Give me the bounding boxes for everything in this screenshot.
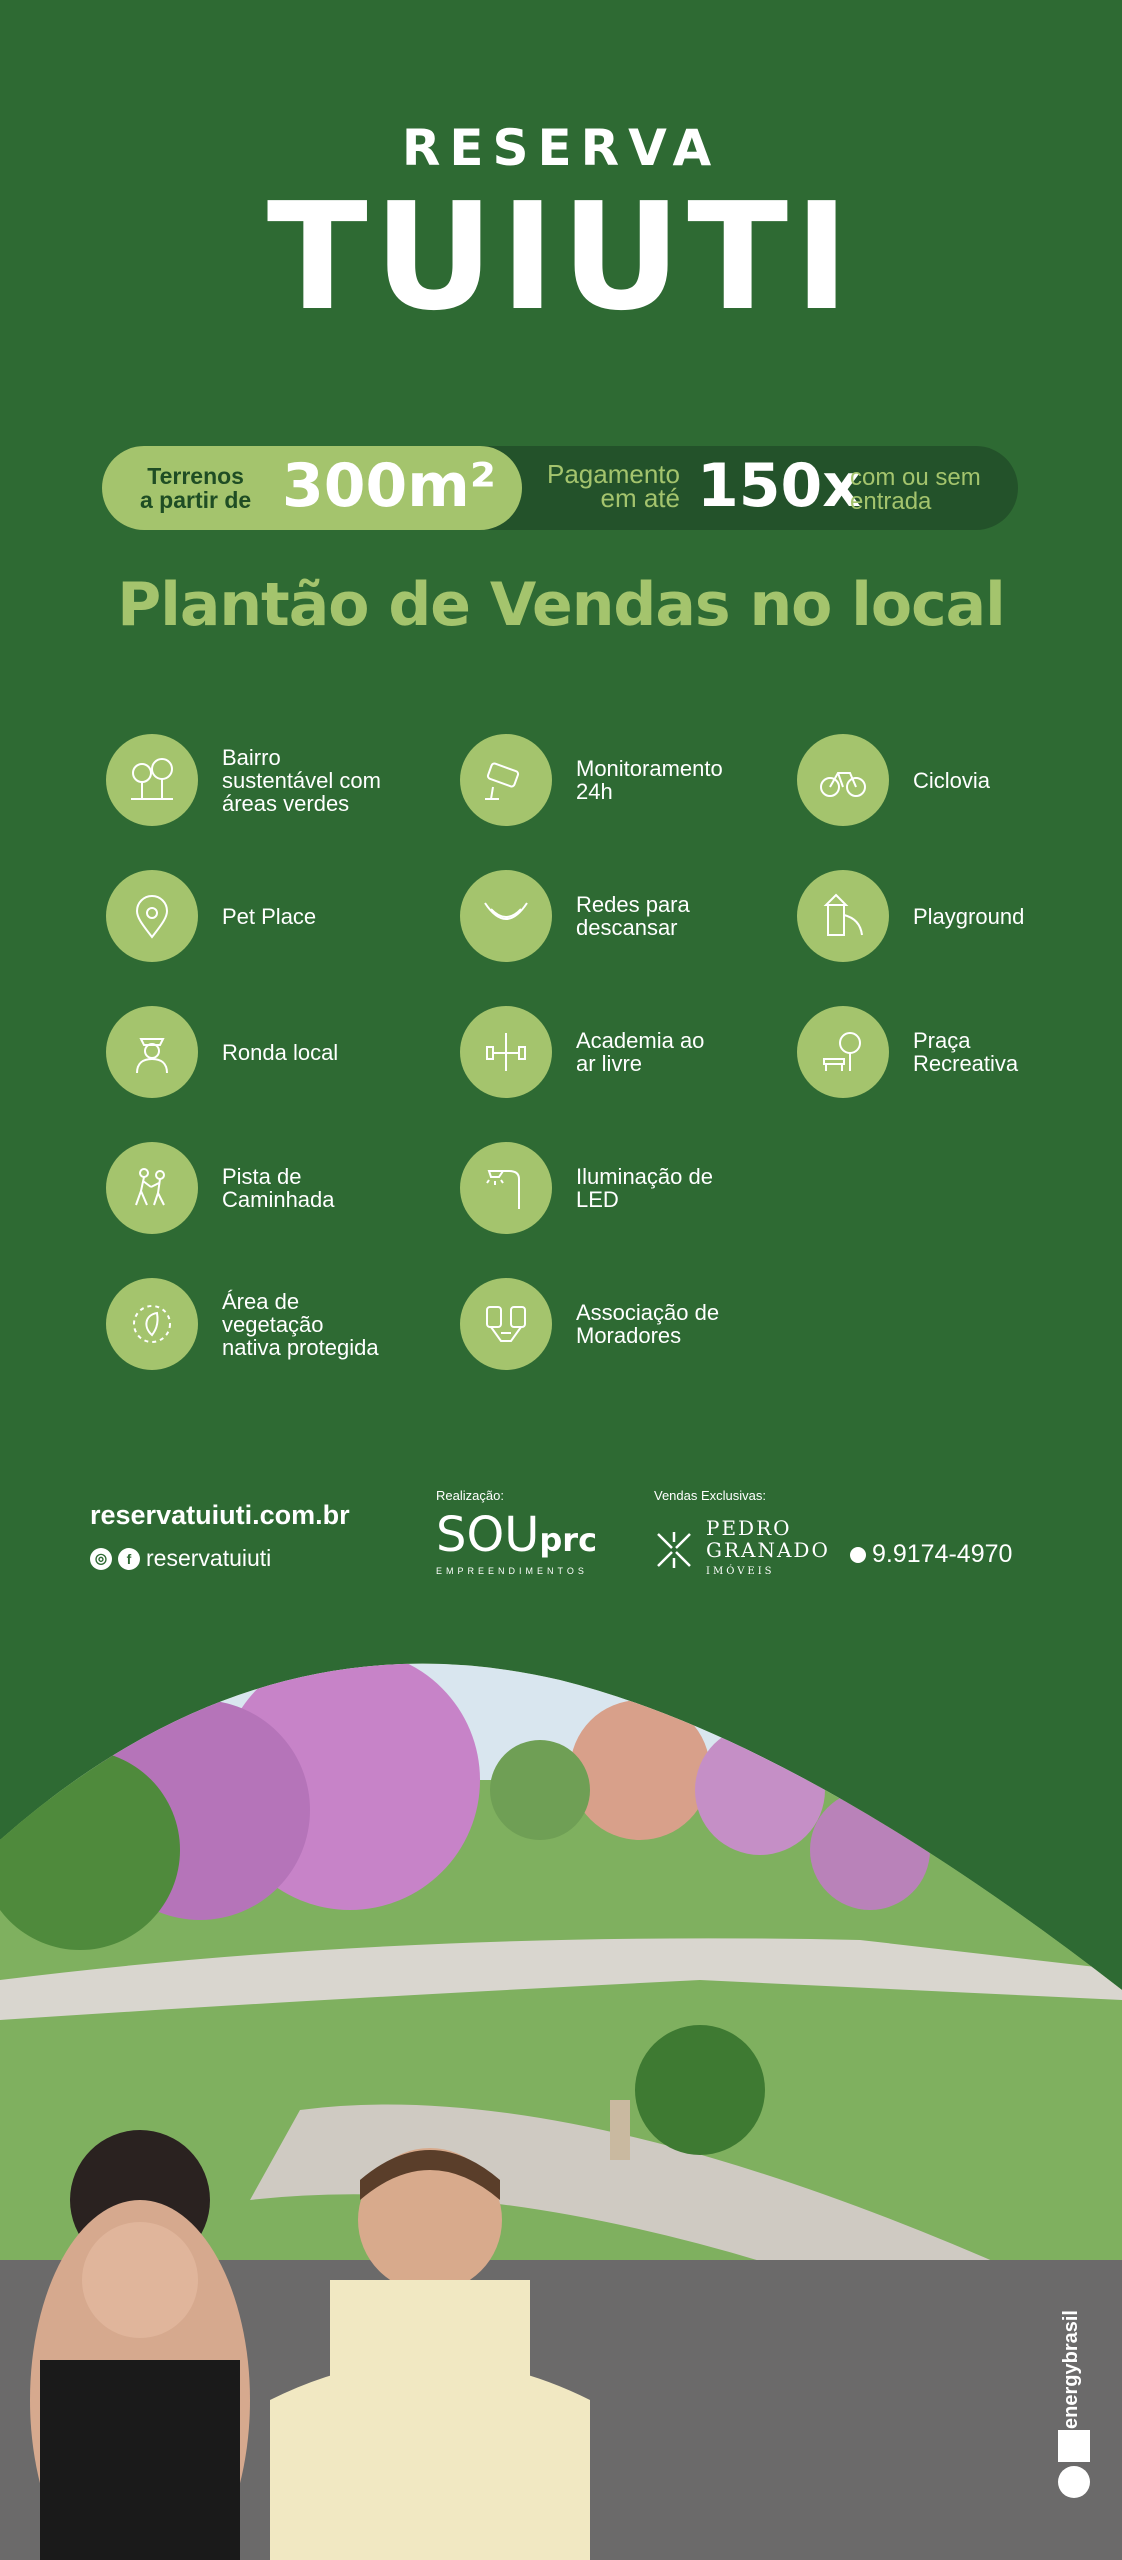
feature-item xyxy=(460,1142,766,1234)
feature-item xyxy=(460,734,766,826)
feature-label: Bairro sustentável com áreas verdes xyxy=(222,744,381,816)
brand-logo xyxy=(0,118,1122,343)
pedro-granado-logo xyxy=(654,1517,830,1583)
soul-logo-suffix: prc xyxy=(539,1521,598,1559)
feature-item xyxy=(460,1278,766,1370)
energybrasil-credit: energybrasil xyxy=(1060,2310,1082,2429)
brand-top: RESERVA xyxy=(401,119,721,177)
vendas-block xyxy=(654,1488,830,1583)
brand-main: TUIUTI xyxy=(266,171,856,343)
pedro-granado-line1: PEDRO xyxy=(706,1516,792,1540)
tree-house-icon xyxy=(106,734,198,826)
feature-item xyxy=(460,1006,766,1098)
soul-logo-text: SOU xyxy=(436,1507,540,1563)
realizacao-label: Realização: xyxy=(436,1488,504,1503)
feature-label: Praça Recreativa xyxy=(913,1028,1019,1076)
feature-label: Playground xyxy=(913,903,1025,929)
feature-item xyxy=(106,1278,412,1370)
playground-icon xyxy=(797,870,889,962)
offer-right-big: 150x xyxy=(697,451,861,521)
feature-label: Ciclovia xyxy=(913,767,991,793)
offer-left-big: 300m² xyxy=(282,451,497,521)
leaf-hand-icon xyxy=(106,1278,198,1370)
offer-right-small1: Pagamento em até xyxy=(547,459,680,513)
feature-item xyxy=(106,1142,412,1234)
feature-label: Redes para descansar xyxy=(576,892,690,940)
vendas-label: Vendas Exclusivas: xyxy=(654,1488,767,1503)
pedro-granado-mark-icon xyxy=(654,1530,694,1570)
website-link[interactable]: reservatuiuti.com.br xyxy=(90,1500,350,1530)
feature-item xyxy=(797,870,1103,962)
pedro-granado-line2: GRANADO xyxy=(706,1538,830,1562)
feature-item xyxy=(460,870,766,962)
offer-left-small: Terrenos a partir de xyxy=(140,463,252,513)
soul-logo-sub: EMPREENDIMENTOS xyxy=(436,1566,588,1576)
social-handle-text: reservatuiuti xyxy=(146,1545,272,1571)
feature-label: Monitoramento 24h xyxy=(576,756,723,804)
pedro-granado-name xyxy=(706,1517,830,1583)
feature-label: Associação de Moradores xyxy=(576,1300,720,1348)
park-photo xyxy=(0,1640,1122,2560)
park-bench-icon xyxy=(797,1006,889,1098)
feature-item xyxy=(797,734,1103,826)
offer-right-small2: com ou sem entrada xyxy=(850,464,981,515)
instagram-icon: ◎ xyxy=(90,1548,112,1570)
guard-icon xyxy=(106,1006,198,1098)
feature-label: Pista de Caminhada xyxy=(222,1164,335,1212)
feature-item xyxy=(106,734,412,826)
feature-label: Iluminação de LED xyxy=(576,1164,713,1212)
walkers-icon xyxy=(106,1142,198,1234)
pedro-granado-sub: IMÓVEIS xyxy=(706,1566,775,1577)
offer-left xyxy=(102,446,522,530)
camera-icon xyxy=(460,734,552,826)
feature-label: Pet Place xyxy=(222,903,317,929)
feature-label: Academia ao ar livre xyxy=(576,1028,705,1076)
feature-item xyxy=(106,870,412,962)
feature-label: Ronda local xyxy=(222,1039,339,1065)
soul-prc-logo xyxy=(436,1507,598,1564)
feature-item xyxy=(797,1006,1103,1098)
phone-text: 9.9174-4970 xyxy=(872,1540,1013,1568)
headline: Plantão de Vendas no local xyxy=(117,570,1005,640)
energybrasil-mark-icon xyxy=(1058,2430,1090,2500)
phone-number[interactable] xyxy=(850,1540,1012,1569)
streetlight-icon xyxy=(460,1142,552,1234)
handshake-icon xyxy=(460,1278,552,1370)
feature-label: Área de vegetação nativa protegida xyxy=(222,1288,379,1360)
facebook-icon: f xyxy=(118,1548,140,1570)
social-handle[interactable] xyxy=(90,1545,350,1572)
paw-pin-icon xyxy=(106,870,198,962)
whatsapp-icon xyxy=(850,1547,866,1563)
gym-icon xyxy=(460,1006,552,1098)
offer-banner xyxy=(102,446,1018,530)
hammock-icon xyxy=(460,870,552,962)
feature-item xyxy=(106,1006,412,1098)
bicycle-icon xyxy=(797,734,889,826)
contact-block xyxy=(90,1500,350,1572)
realizacao-block xyxy=(436,1488,597,1576)
